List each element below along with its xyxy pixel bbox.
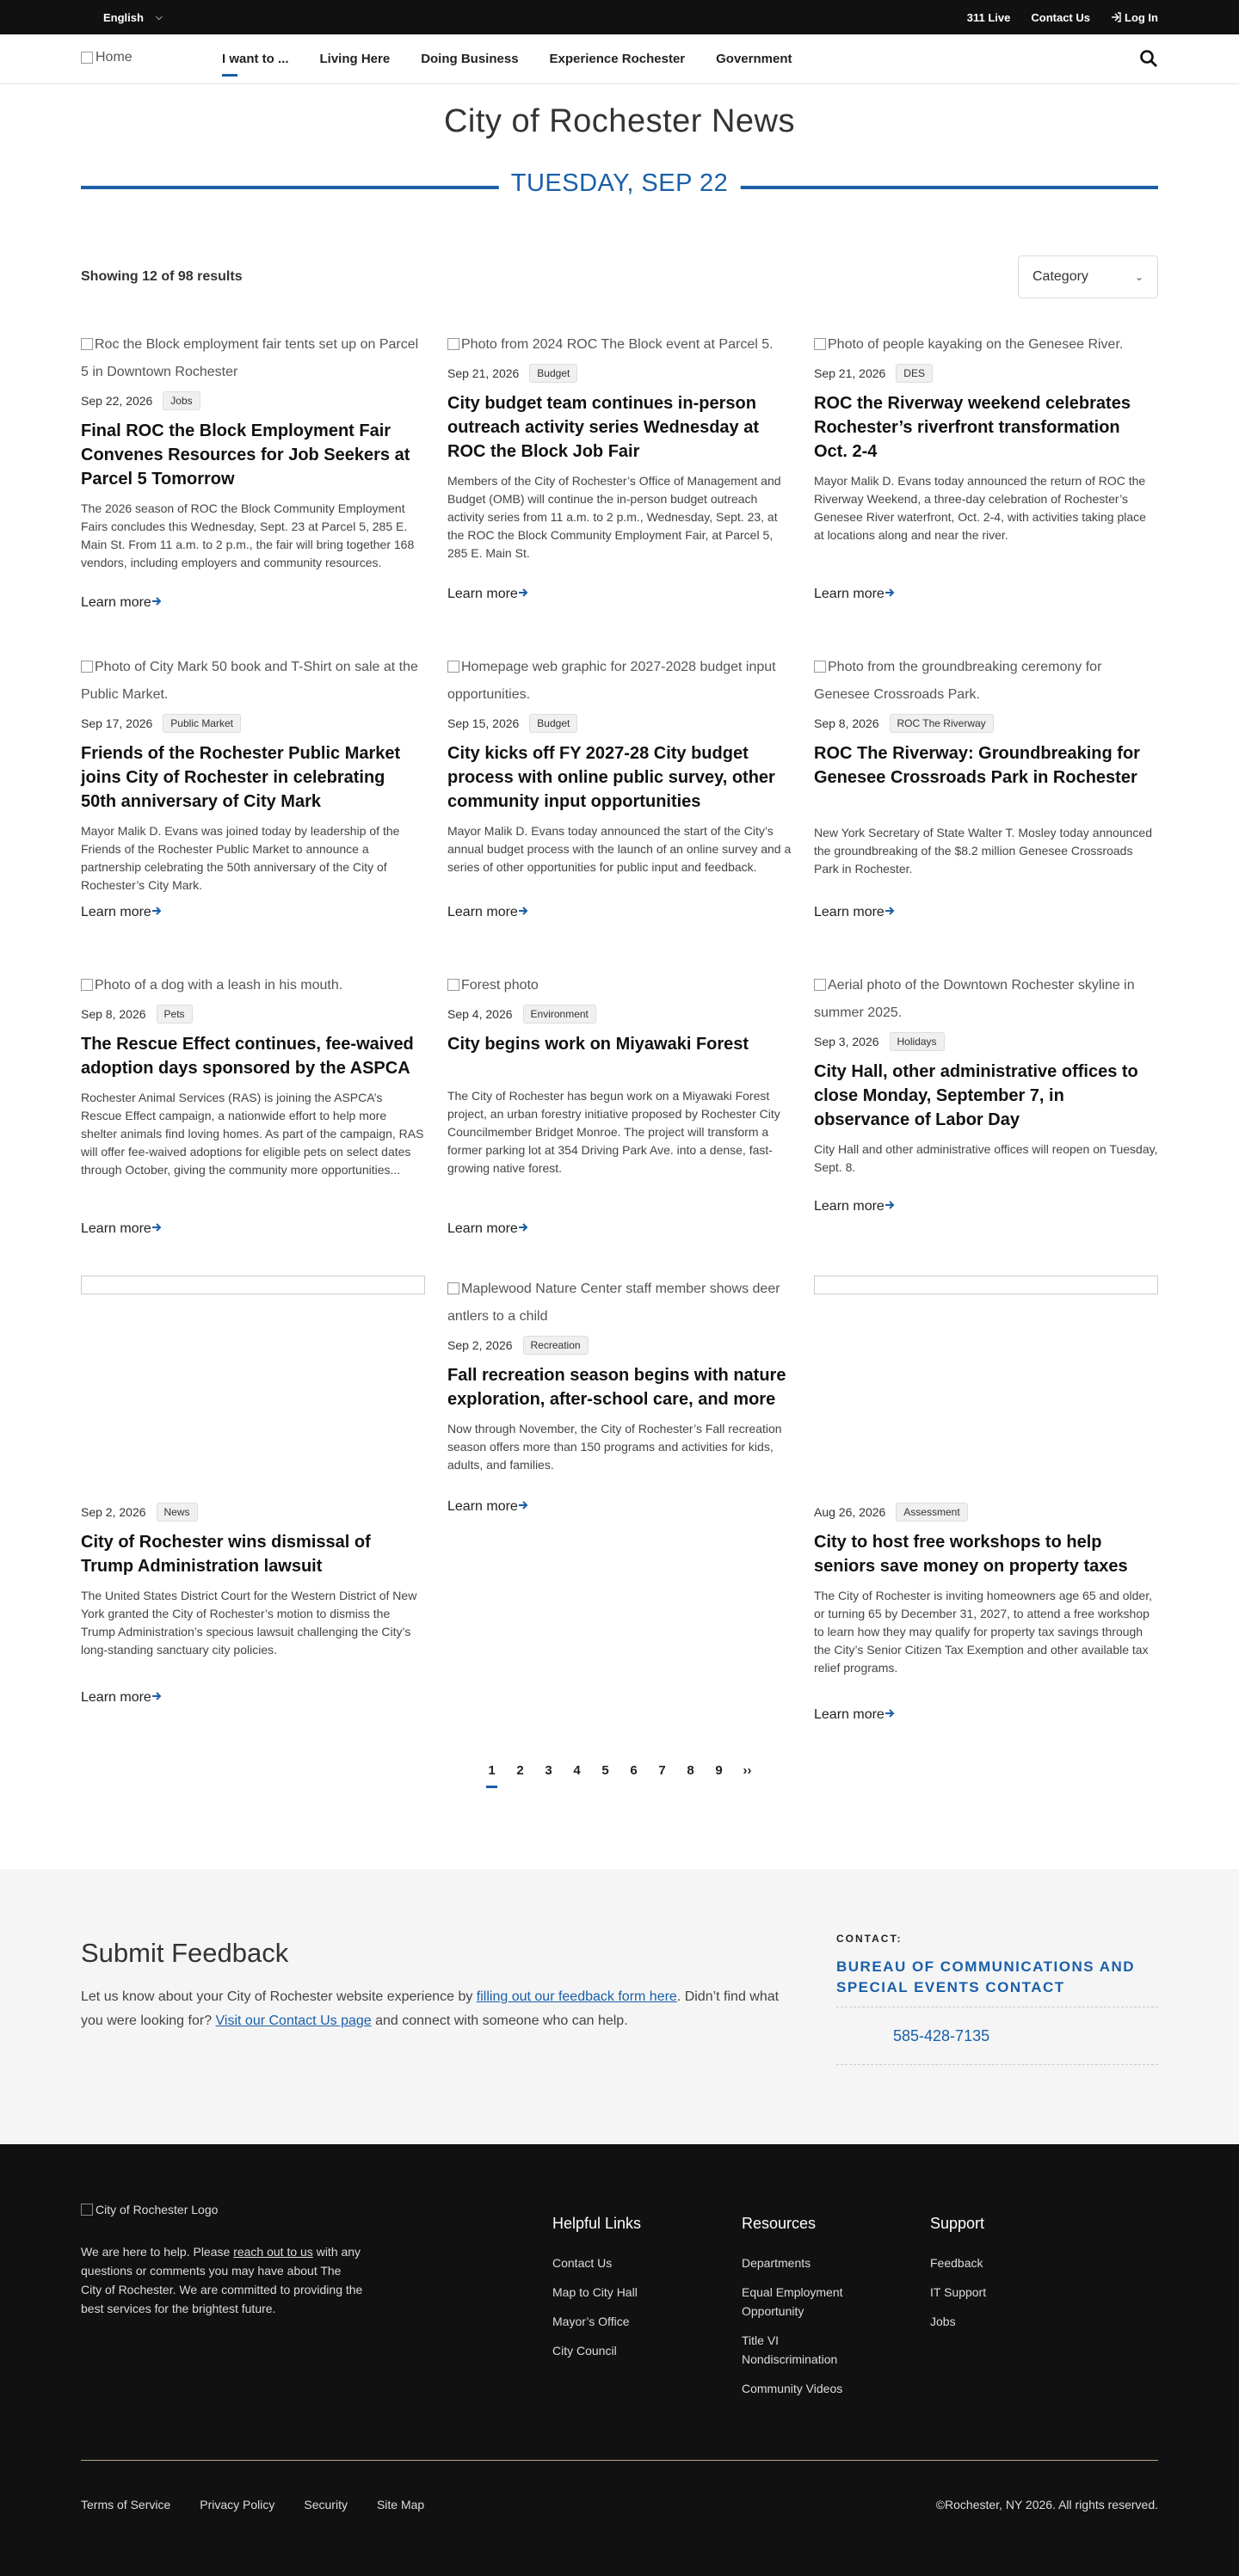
news-card [447,972,792,1177]
footer-column-support [930,2215,1076,2341]
news-card [81,1276,425,1659]
learn-more-link[interactable] [447,1221,528,1237]
page-next-link[interactable]: ›› [743,1763,752,1778]
card-title[interactable]: Final ROC the Block Employment Fair Convenes Resources for Job Seekers at Parcel 5 Tomorrow [81,421,410,489]
arrow-right-icon [885,1708,895,1718]
card-title[interactable]: City of Rochester wins dismissal of Trump Administration lawsuit [81,1533,371,1576]
contact-label: CONTACT: [836,1933,903,1945]
page-link-2[interactable]: 2 [516,1763,524,1778]
footer-column-title: Resources [742,2215,817,2232]
learn-more-label: Learn more [81,905,151,919]
security-link[interactable]: Security [304,2498,348,2511]
card-date: Sep 2, 2026 [447,1338,513,1352]
footer-link[interactable]: Map to City Hall [552,2285,638,2299]
311-live-link[interactable]: 311 Live [966,10,1011,24]
footer-about-2: with any questions or comments you may have about The City of Rochester. We are committed to providing the best services for the brightest future. [81,2245,363,2315]
footer-link[interactable]: City Council [552,2344,617,2358]
card-tag: ROC The Riverway [890,714,994,733]
arrow-right-icon [885,1200,895,1210]
search-icon[interactable] [1139,49,1158,68]
page-link-6[interactable]: 6 [630,1763,638,1778]
broken-image-icon [447,338,459,350]
card-tag: News [157,1503,198,1522]
arrow-right-icon [151,596,162,606]
card-image-alt: Maplewood Nature Center staff member shows deer antlers to a child [447,1282,780,1324]
card-image [814,654,1158,709]
learn-more-label: Learn more [447,1499,518,1514]
chevron-down-icon: ⌄ [1134,271,1143,283]
nav-item-living-here[interactable]: Living Here [319,52,391,66]
footer-link[interactable]: Community Videos [742,2382,843,2395]
category-filter-select[interactable] [1018,255,1158,298]
log-in-link[interactable] [1111,11,1158,24]
broken-image-icon [81,2204,93,2216]
page-title: City of Rochester News [443,103,795,139]
card-date: Sep 8, 2026 [81,1007,146,1021]
card-date: Aug 26, 2026 [814,1505,886,1519]
contact-us-page-link[interactable]: Visit our Contact Us page [215,2013,372,2028]
card-description: The City of Rochester is inviting homeowners age 65 and older, or turning 65 by December 31, 2027, to attend a free workshop to learn how they may qualify for property tax savings through the City’s Senior Citizen Tax Exemption and other available tax relief programs. [814,1589,1152,1675]
card-date: Sep 17, 2026 [81,716,153,730]
learn-more-label: Learn more [447,905,518,919]
footer-link[interactable]: Feedback [930,2256,983,2270]
card-image-alt: Aerial photo of the Downtown Rochester skyline in summer 2025. [814,978,1135,1020]
contact-phone-link[interactable]: 585-428-7135 [893,2026,990,2044]
footer-link[interactable]: Mayor’s Office [552,2315,630,2328]
learn-more-label: Learn more [447,1221,518,1236]
card-image-alt: Homepage web graphic for 2027-2028 budget input opportunities. [447,660,776,702]
footer-link[interactable]: Title VI Nondiscrimination [742,2333,838,2366]
news-card [81,654,425,895]
card-image-alt: Photo of people kayaking on the Genesee River. [828,337,1124,352]
card-image-alt: Photo from 2024 ROC The Block event at Parcel 5. [461,337,774,352]
feedback-text-2: . Didn’t find what you were looking for? [81,1989,780,2028]
learn-more-label: Learn more [81,1690,151,1705]
footer-link[interactable]: Departments [742,2256,811,2270]
learn-more-link[interactable] [447,587,528,602]
feedback-text [81,1985,786,2033]
card-description: The City of Rochester has begun work on a Miyawaki Forest project, an urban forestry initiative proposed by Rochester City Councilmember Bridget Monroe. The project will transform a former parking lot at 354 Driving Park Ave. into a dense, fast-growing native forest. [447,1089,780,1175]
card-date: Sep 8, 2026 [814,716,879,730]
card-image [447,1276,792,1331]
broken-image-icon [447,1282,459,1294]
card-tag: Recreation [523,1336,589,1355]
reach-out-link[interactable]: reach out to us [233,2245,313,2259]
chevron-down-icon: ⌵ [155,12,163,22]
card-description: Members of the City of Rochester’s Office of Management and Budget (OMB) will continue the in-person budget outreach activity series from 11 a.m. to 2 p.m., Wednesday, Sept. 23, at the ROC the Block Community Employment Fair, at Parcel 5, 285 E. Main St. [447,474,781,560]
card-image-alt: Photo from the groundbreaking ceremony for Genesee Crossroads Park. [814,660,1102,702]
card-tag: Jobs [163,391,200,410]
feedback-text-1: Let us know about your City of Rochester website experience by [81,1989,477,2004]
card-title[interactable]: ROC The Riverway: Groundbreaking for Genesee Crossroads Park in Rochester [814,744,1140,787]
card-description: The 2026 season of ROC the Block Community Employment Fairs concludes this Wednesday, Sept. 23 at Parcel 5, 285 E. Main St. From 11 a.m. to 2 p.m., the fair will bring together 168 vendors, including employers and community resources. [81,501,415,569]
learn-more-link[interactable] [814,1707,895,1723]
learn-more-link[interactable] [447,905,528,920]
home-logo-link[interactable] [81,50,222,65]
card-tag: DES [896,364,933,383]
learn-more-link[interactable] [814,587,895,602]
card-image [81,972,425,999]
card-description: City Hall and other administrative offices will reopen on Tuesday, Sept. 8. [814,1142,1158,1174]
card-image [814,1276,1158,1294]
footer-divider [81,2460,1158,2461]
footer-column-helpful-links [552,2215,699,2370]
learn-more-link[interactable] [447,1499,528,1515]
learn-more-link[interactable] [81,905,162,920]
nav-item-doing-business[interactable]: Doing Business [421,52,519,66]
feedback-form-link[interactable]: filling out our feedback form here [476,1989,677,2004]
card-title[interactable]: City Hall, other administrative offices to close Monday, September 7, in observance of Labor Day [814,1062,1138,1129]
page-link-7[interactable]: 7 [658,1763,666,1778]
card-tag: Budget [529,364,577,383]
footer-link[interactable]: IT Support [930,2285,987,2299]
news-card [81,331,425,572]
page-link-8[interactable]: 8 [687,1763,694,1778]
copyright: ©Rochester, NY 2026. All rights reserved. [935,2498,1158,2511]
card-tag: Holidays [890,1032,945,1051]
card-date: Sep 3, 2026 [814,1035,879,1048]
card-title[interactable]: Fall recreation season begins with nature exploration, after-school care, and more [447,1366,786,1409]
category-filter-label: Category [1032,269,1088,284]
broken-image-icon [81,338,93,350]
broken-image-icon [814,979,826,991]
learn-more-label: Learn more [81,595,151,610]
page-link-1[interactable]: 1 [478,1763,506,1778]
main-nav [0,34,1239,84]
broken-image-icon [447,661,459,673]
learn-more-link[interactable] [81,595,162,611]
footer-logo[interactable] [81,2203,218,2216]
footer-logo-alt: City of Rochester Logo [96,2203,219,2216]
card-date: Sep 22, 2026 [81,394,153,408]
card-image-alt: Forest photo [461,978,539,993]
card-title[interactable]: City begins work on Miyawaki Forest [447,1035,749,1054]
page-link-3[interactable]: 3 [545,1763,552,1778]
feedback-text-3: and connect with someone who can help. [371,2013,628,2028]
card-image [447,972,792,999]
contact-organization: BUREAU OF COMMUNICATIONS AND SPECIAL EVENTS CONTACT [836,1958,1136,1995]
card-title[interactable]: City budget team continues in-person outreach activity series Wednesday at ROC the Block Job Fair [447,394,760,461]
log-in-label: Log In [1125,10,1158,24]
card-description: Mayor Malik D. Evans today announced the start of the City’s annual budget process with the launch of an online survey and a series of other opportunities for public input and feedback. [447,824,792,874]
arrow-right-icon [518,1500,528,1510]
arrow-right-icon [885,587,895,598]
contact-us-link[interactable]: Contact Us [1031,10,1090,24]
card-description: New York Secretary of State Walter T. Mosley today announced the groundbreaking of the $8.2 million Genesee Crossroads Park in Rochester. [814,826,1152,876]
site-map-link[interactable]: Site Map [376,2498,425,2511]
nav-item-government[interactable]: Government [716,52,792,66]
learn-more-link[interactable] [81,1690,162,1706]
learn-more-label: Learn more [814,905,885,919]
broken-image-icon [447,979,459,991]
footer-legal-links [81,2498,424,2511]
card-image-alt: Photo of a dog with a leash in his mouth. [95,978,343,993]
card-date: Sep 4, 2026 [447,1007,513,1021]
card-title[interactable]: Friends of the Rochester Public Market joins City of Rochester in celebrating 50th anniversary of City Mark [81,744,401,811]
site-footer [0,2144,1239,2576]
card-tag: Budget [529,714,577,733]
date-heading: TUESDAY, SEP 22 [499,169,741,198]
footer-link[interactable]: Jobs [930,2315,956,2328]
broken-image-icon [81,661,93,673]
card-image [81,1276,425,1294]
nav-item-experience-rochester[interactable]: Experience Rochester [549,52,686,66]
card-date: Sep 2, 2026 [81,1505,146,1519]
learn-more-label: Learn more [447,587,518,601]
card-description: The United States District Court for the Western District of New York granted the City of Rochester’s motion to dismiss the Trump Administration’s specious lawsuit challenging the City’s long-standing sanctuary city policies. [81,1589,417,1657]
card-description: Now through November, the City of Rochester’s Fall recreation season offers more than 150 programs and activities for kids, adults, and families. [447,1422,782,1472]
card-image-alt: Photo of City Mark 50 book and T-Shirt on sale at the Public Market. [81,660,418,702]
card-title[interactable]: City kicks off FY 2027-28 City budget process with online public survey, other community input opportunities [447,744,775,811]
arrow-right-icon [151,1691,162,1701]
language-label: English [103,10,144,24]
news-card [814,1276,1158,1677]
arrow-right-icon [151,906,162,916]
arrow-right-icon [151,1222,162,1233]
learn-more-link[interactable] [814,905,895,920]
pagination [0,1763,1239,1778]
card-image [81,654,425,709]
feedback-section [0,1869,1239,2144]
footer-about [81,2242,365,2318]
learn-more-label: Learn more [814,1707,885,1722]
date-divider [81,169,1158,204]
learn-more-label: Learn more [814,587,885,601]
language-selector[interactable] [103,11,163,24]
footer-column-resources [742,2215,888,2408]
news-card [81,972,425,1179]
arrow-right-icon [518,587,528,598]
news-card [814,972,1158,1177]
news-card [814,654,1158,878]
card-description: Mayor Malik D. Evans was joined today by leadership of the Friends of the Rochester Public Market to announce a partnership celebrating the 50th anniversary of the City of Rochester’s City Mark. [81,824,400,892]
broken-image-icon [81,52,93,64]
broken-image-icon [81,979,93,991]
card-title[interactable]: The Rescue Effect continues, fee-waived adoption days sponsored by the ASPCA [81,1035,414,1078]
card-date: Sep 21, 2026 [447,366,520,380]
arrow-right-icon [518,1222,528,1233]
card-image [81,331,425,386]
card-tag: Assessment [896,1503,967,1522]
card-tag: Public Market [163,714,241,733]
privacy-policy-link[interactable]: Privacy Policy [200,2498,275,2511]
news-card [447,1276,792,1474]
results-toolbar [81,255,1158,298]
card-image-alt: Roc the Block employment fair tents set up on Parcel 5 in Downtown Rochester [81,337,419,379]
news-card [447,654,792,876]
card-image [447,331,792,359]
footer-link[interactable]: Contact Us [552,2256,613,2270]
log-in-icon [1111,12,1121,22]
broken-image-icon [814,338,826,350]
page-link-9[interactable]: 9 [715,1763,723,1778]
home-logo-alt: Home [96,49,133,65]
card-tag: Environment [523,1005,596,1024]
contact-box [836,1933,1158,2065]
footer-column-title: Helpful Links [552,2215,642,2232]
nav-item-i-want-to[interactable]: I want to ... [222,52,289,66]
card-image [814,972,1158,1027]
feedback-title: Submit Feedback [81,1938,289,1968]
learn-more-link[interactable] [814,1199,895,1214]
footer-link[interactable]: Equal Employment Opportunity [742,2285,843,2318]
footer-column-title: Support [930,2215,985,2232]
card-image [447,654,792,709]
card-date: Sep 21, 2026 [814,366,886,380]
learn-more-label: Learn more [81,1221,151,1236]
footer-about-1: We are here to help. Please [81,2245,234,2259]
card-image [814,331,1158,359]
card-title[interactable]: ROC the Riverway weekend celebrates Rochester’s riverfront transformation Oct. 2-4 [814,394,1131,461]
news-card [814,331,1158,544]
card-tag: Pets [157,1005,193,1024]
page-link-5[interactable]: 5 [601,1763,609,1778]
terms-of-service-link[interactable]: Terms of Service [81,2498,171,2511]
card-description: Rochester Animal Services (RAS) is joining the ASPCA’s Rescue Effect campaign, a nationwide effort to help more shelter animals find loving homes. As part of the campaign, RAS will offer fee-waived adoptions for eligible pets on select dates through October, giving the community more opportunities... [81,1091,424,1177]
learn-more-label: Learn more [814,1199,885,1214]
utility-bar [0,0,1239,34]
results-count: Showing 12 of 98 results [81,269,243,284]
broken-image-icon [814,661,826,673]
card-title[interactable]: City to host free workshops to help seniors save money on property taxes [814,1533,1128,1576]
card-description: Mayor Malik D. Evans today announced the return of ROC the Riverway Weekend, a three-day celebration of Rochester’s Genesee River waterfront, Oct. 2-4, with activities taking place at locations along and near the river. [814,474,1146,542]
card-date: Sep 15, 2026 [447,716,520,730]
arrow-right-icon [518,906,528,916]
page-link-4[interactable]: 4 [573,1763,581,1778]
news-card [447,331,792,563]
contact-phone-row [836,2007,1158,2065]
learn-more-link[interactable] [81,1221,162,1237]
arrow-right-icon [885,906,895,916]
